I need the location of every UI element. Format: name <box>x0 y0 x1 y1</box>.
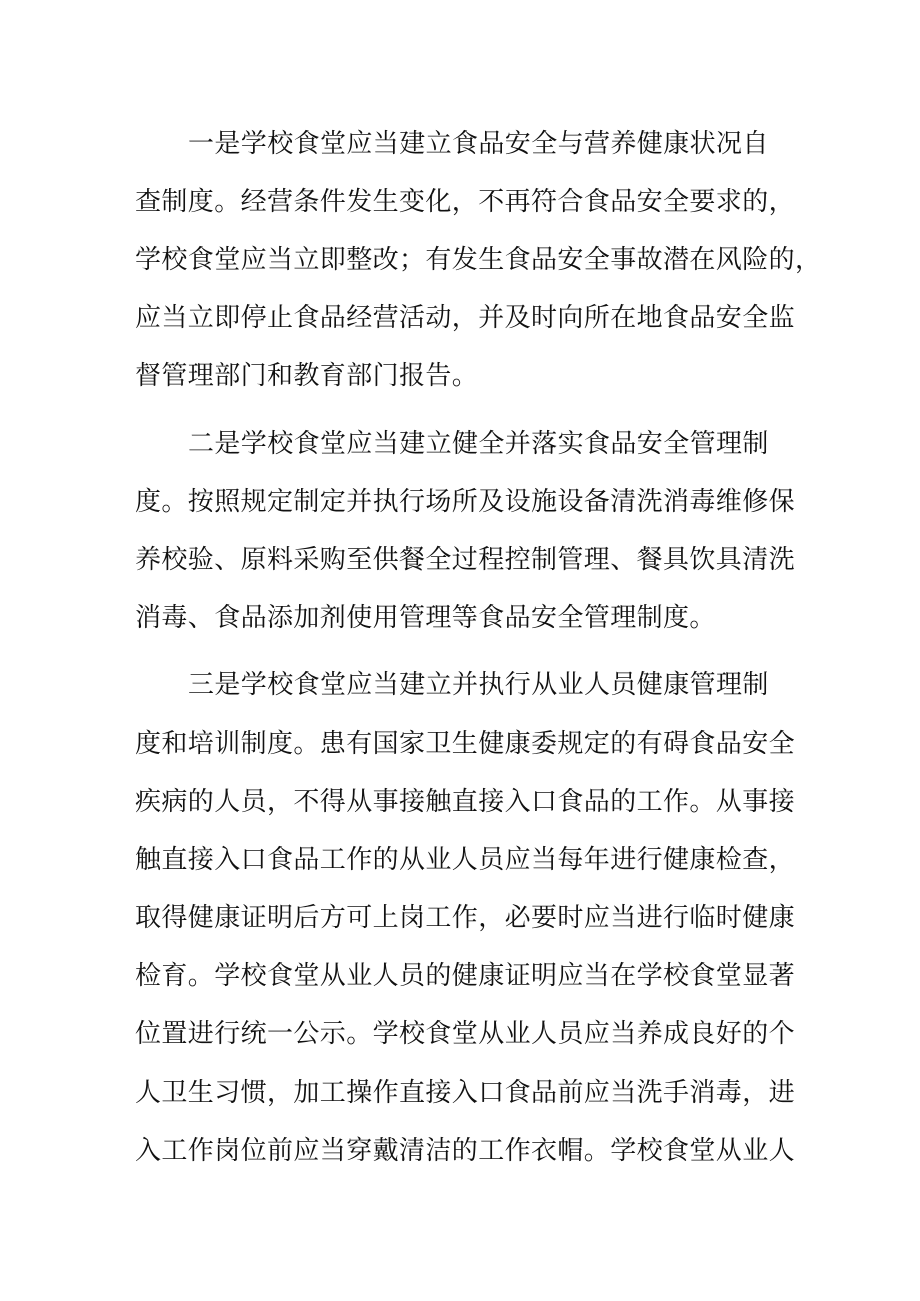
paragraph-line: 应当立即停止食品经营活动，并及时向所在地食品安全监 <box>135 303 796 333</box>
paragraph-line: 度和培训制度。患有国家卫生健康委规定的有碍食品安全 <box>135 729 796 759</box>
paragraph-line: 度。按照规定制定并执行场所及设施设备清洗消毒维修保 <box>135 487 796 517</box>
paragraph-line: 位置进行统一公示。学校食堂从业人员应当养成良好的个 <box>135 1019 796 1049</box>
paragraph-line: 查制度。经营条件发生变化，不再符合食品安全要求的， <box>135 187 796 217</box>
paragraph-line: 养校验、原料采购至供餐全过程控制管理、餐具饮具清洗 <box>135 545 796 575</box>
paragraph-line: 督管理部门和教育部门报告。 <box>135 361 479 391</box>
paragraph-line: 消毒、食品添加剂使用管理等食品安全管理制度。 <box>135 603 716 633</box>
paragraph-line: 疾病的人员，不得从事接触直接入口食品的工作。从事接 <box>135 787 796 817</box>
paragraph-line: 触直接入口食品工作的从业人员应当每年进行健康检查， <box>135 845 796 875</box>
paragraph-line: 一是学校食堂应当建立食品安全与营养健康状况自 <box>188 129 769 159</box>
paragraph-line: 人卫生习惯，加工操作直接入口食品前应当洗手消毒，进 <box>135 1078 796 1108</box>
paragraph-line: 取得健康证明后方可上岗工作，必要时应当进行临时健康 <box>135 903 796 933</box>
paragraph-line: 检育。学校食堂从业人员的健康证明应当在学校食堂显著 <box>135 961 796 991</box>
paragraph-line: 入工作岗位前应当穿戴清洁的工作衣帽。学校食堂从业人 <box>135 1136 796 1166</box>
paragraph-line: 二是学校食堂应当建立健全并落实食品安全管理制 <box>188 429 769 459</box>
paragraph-line: 三是学校食堂应当建立并执行从业人员健康管理制 <box>188 670 769 700</box>
paragraph-line: 学校食堂应当立即整改；有发生食品安全事故潜在风险的， <box>135 245 822 275</box>
